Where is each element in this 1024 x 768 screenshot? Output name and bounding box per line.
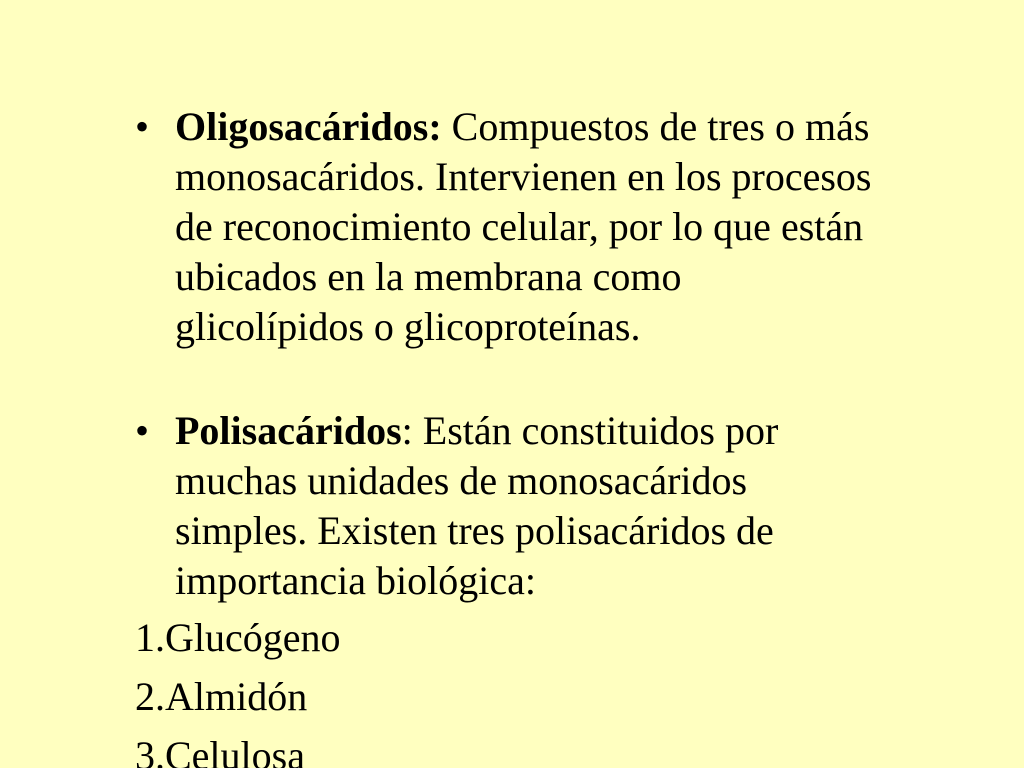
- item-number: 2.: [135, 674, 165, 719]
- numbered-item-celulosa: [135, 731, 305, 768]
- numbered-item-almidon: [135, 672, 307, 722]
- item-label: Glucógeno: [165, 615, 341, 660]
- bullet-polisacaridos: [135, 406, 875, 606]
- item-label: Celulosa: [165, 733, 305, 768]
- numbered-item-glucogeno: [135, 613, 341, 663]
- bullet-body: Compuestos de tres o más monosacáridos. Intervienen en los procesos de reconocimiento celular, por lo que están ubicados en la membrana como glicolípidos o glicoproteínas.: [175, 104, 872, 349]
- bullet-icon: •: [135, 408, 150, 453]
- bullet-text: [175, 102, 875, 352]
- item-number: 3.: [135, 733, 165, 768]
- bullet-icon: •: [135, 104, 150, 149]
- item-number: 1.: [135, 615, 165, 660]
- bullet-term: Polisacáridos: [175, 408, 402, 453]
- item-label: Almidón: [165, 674, 308, 719]
- bullet-oligosacaridos: [135, 102, 875, 352]
- bullet-text: [175, 406, 875, 606]
- bullet-body: : Están constituidos por muchas unidades de monosacáridos simples. Existen tres polisacáridos de importancia biológica:: [175, 408, 779, 603]
- bullet-term: Oligosacáridos:: [175, 104, 442, 149]
